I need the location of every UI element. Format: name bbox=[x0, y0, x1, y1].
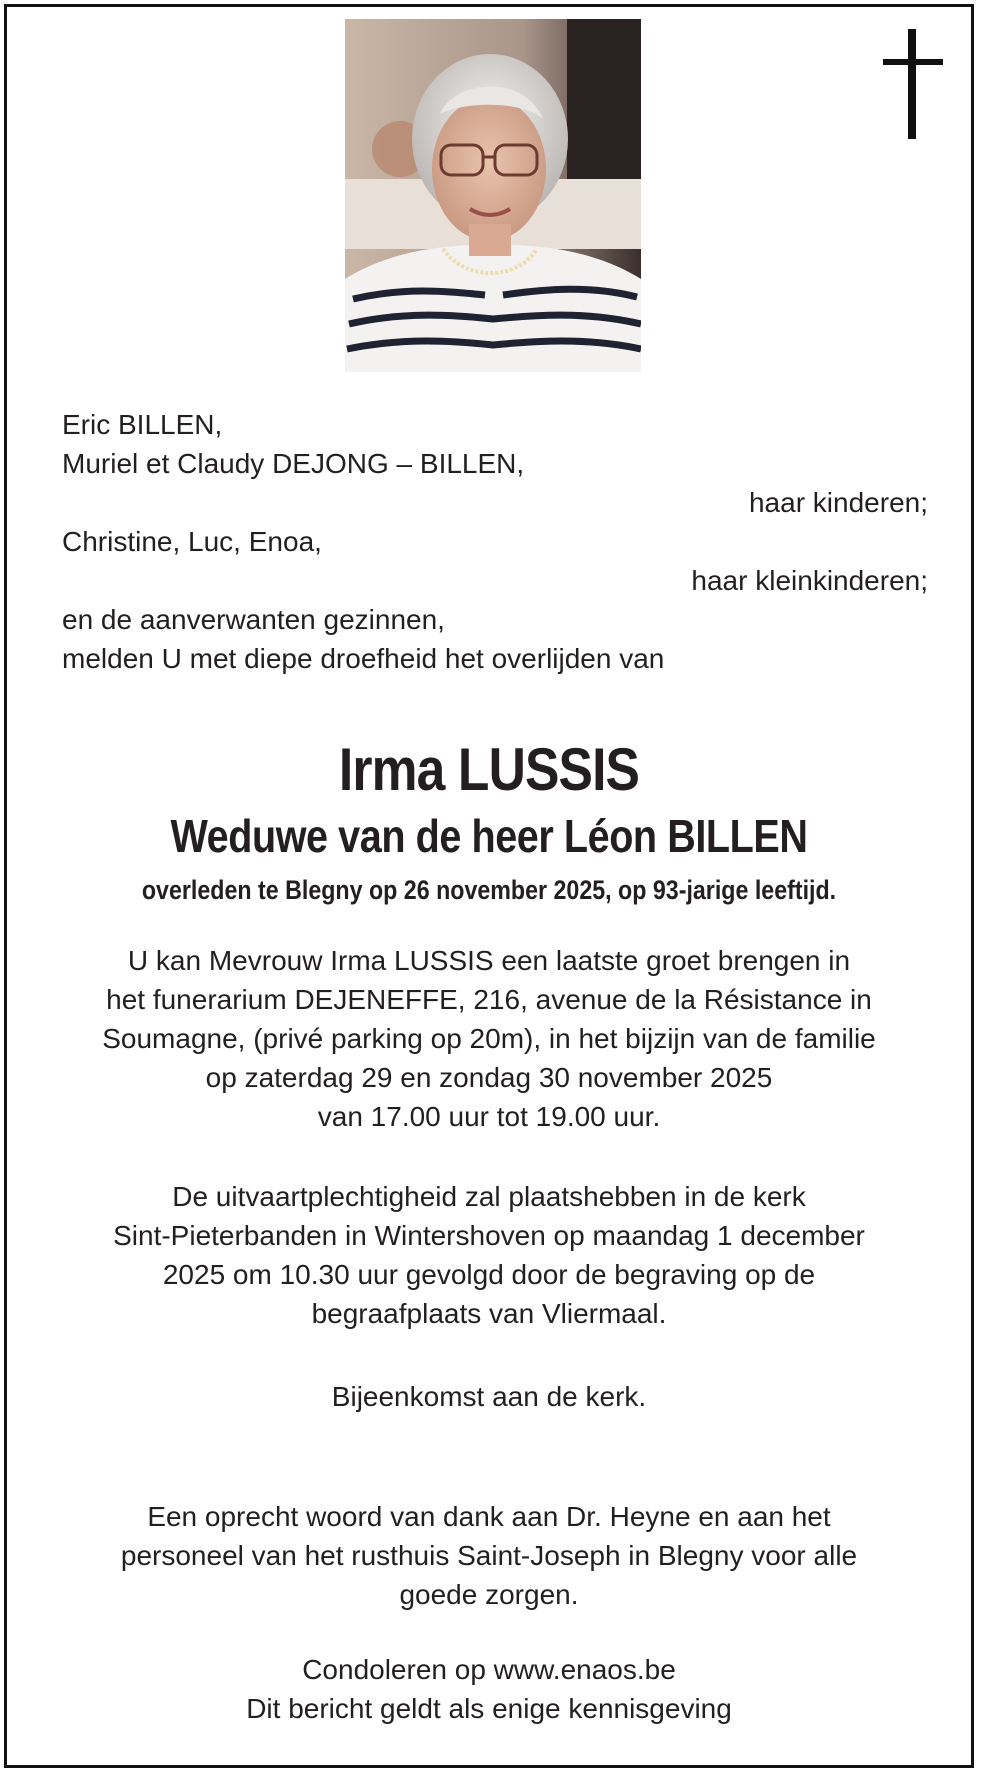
death-details: overleden te Blegny op 26 november 2025, op 93-jarige leeftijd. bbox=[141, 875, 837, 905]
children-label: haar kinderen; bbox=[748, 487, 928, 518]
family-section bbox=[62, 405, 928, 678]
funeral-paragraph bbox=[47, 1177, 931, 1333]
text-line: goede zorgen. bbox=[399, 1579, 579, 1610]
obituary-card bbox=[4, 4, 974, 1768]
text-line: op zaterdag 29 en zondag 30 november 2025 bbox=[205, 1062, 773, 1093]
text-line: het funerarium DEJENEFFE, 216, avenue de la Résistance in bbox=[106, 984, 872, 1015]
text-line: personeel van het rusthuis Saint-Joseph in Blegny voor alle bbox=[120, 1540, 858, 1571]
text-line: U kan Mevrouw Irma LUSSIS een laatste groet brengen in bbox=[127, 945, 851, 976]
text-line: begraafplaats van Vliermaal. bbox=[311, 1298, 667, 1329]
announcement-line: melden U met diepe droefheid het overlijden van bbox=[62, 643, 665, 674]
notice-line: Dit bericht geldt als enige kennisgeving bbox=[246, 1693, 732, 1724]
family-line: en de aanverwanten gezinnen, bbox=[62, 604, 445, 635]
family-line: Christine, Luc, Enoa, bbox=[62, 526, 322, 557]
cross-icon bbox=[883, 29, 943, 139]
grandchildren-label: haar kleinkinderen; bbox=[691, 565, 928, 596]
text-line: 2025 om 10.30 uur gevolgd door de begraving op de bbox=[162, 1259, 816, 1290]
footer bbox=[47, 1650, 931, 1728]
text-line: Bijeenkomst aan de kerk. bbox=[331, 1381, 647, 1412]
text-line: De uitvaartplechtigheid zal plaatshebben in de kerk bbox=[172, 1181, 806, 1212]
condolences-line: Condoleren op www.enaos.be bbox=[302, 1654, 676, 1685]
gathering-paragraph bbox=[47, 1377, 931, 1416]
thanks-paragraph bbox=[47, 1497, 931, 1614]
family-line: Muriel et Claudy DEJONG – BILLEN, bbox=[62, 448, 525, 479]
text-line: Soumagne, (privé parking op 20m), in het bijzijn van de familie bbox=[102, 1023, 876, 1054]
family-line: Eric BILLEN, bbox=[62, 409, 223, 440]
text-line: van 17.00 uur tot 19.00 uur. bbox=[317, 1101, 661, 1132]
portrait-image bbox=[345, 19, 641, 372]
widow-of: Weduwe van de heer Léon BILLEN bbox=[170, 810, 808, 862]
portrait-photo bbox=[345, 19, 641, 372]
deceased-block bbox=[7, 735, 971, 907]
deceased-name: Irma LUSSIS bbox=[338, 736, 640, 803]
visitation-paragraph bbox=[47, 941, 931, 1136]
text-line: Een oprecht woord van dank aan Dr. Heyne en aan het bbox=[147, 1501, 831, 1532]
text-line: Sint-Pieterbanden in Wintershoven op maandag 1 december bbox=[113, 1220, 865, 1251]
